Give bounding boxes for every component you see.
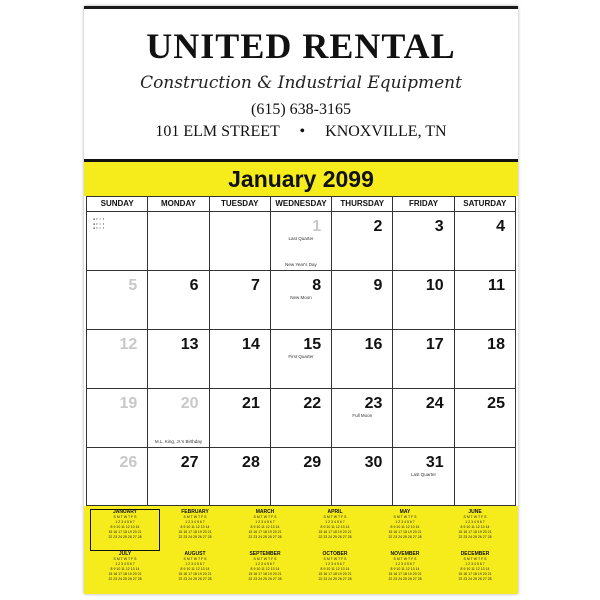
month-title-band (84, 162, 518, 196)
weekday-header-row (87, 197, 515, 212)
advertiser-header (84, 9, 518, 159)
week-row (87, 212, 515, 271)
day-number: 9 (373, 277, 383, 294)
holiday-note: New Year's Day (285, 262, 317, 267)
mini-month-name: JANUARY (113, 509, 137, 515)
day-number: 2 (373, 218, 383, 235)
holiday-note: M.L. King, Jr.'s Birthday (154, 439, 202, 444)
mini-month-name: JULY (118, 551, 132, 557)
weekday-label: FRIDAY (393, 197, 454, 211)
week-row (87, 271, 515, 330)
mini-month: MARCH S M T W T F S 1 2 3 4 5 6 7 8 9 10 11 12 13 14 15 16 17 18 19 20 21 22 23 24 25 26 27 28 (230, 509, 300, 551)
day-cell (455, 330, 515, 388)
mini-month-name: AUGUST (184, 551, 206, 557)
day-number: 31 (425, 454, 444, 471)
day-cell (210, 330, 271, 388)
week-row (87, 448, 515, 506)
day-cell (87, 330, 148, 388)
mini-month-name: MAY (399, 509, 411, 515)
day-number: 3 (434, 218, 444, 235)
weekday-label: TUESDAY (210, 197, 271, 211)
day-cell (87, 389, 148, 447)
mini-month: OCTOBER S M T W T F S 1 2 3 4 5 6 7 8 9 10 11 12 13 14 15 16 17 18 19 20 21 22 23 24 25 26 27 28 (300, 551, 370, 593)
day-cell (332, 448, 393, 506)
city-state: KNOXVILLE, TN (325, 123, 447, 140)
mini-month: SEPTEMBER S M T W T F S 1 2 3 4 5 6 7 8 9 10 11 12 13 14 15 16 17 18 19 20 21 22 23 24 25 26 27 28 (230, 551, 300, 593)
mini-month-name: JUNE (468, 509, 482, 515)
day-cell (393, 448, 454, 506)
day-number: 14 (242, 336, 260, 353)
day-cell (87, 271, 148, 329)
mini-month: FEBRUARY S M T W T F S 1 2 3 4 5 6 7 8 9 10 11 12 13 14 15 16 17 18 19 20 21 22 23 24 25 26 27 28 (160, 509, 230, 551)
mini-month-name: OCTOBER (322, 551, 348, 557)
yearly-mini-calendars (84, 506, 518, 594)
day-number: 28 (242, 454, 260, 471)
day-cell (455, 212, 515, 270)
day-number: 20 (180, 395, 199, 412)
day-cell (210, 389, 271, 447)
day-cell (148, 271, 209, 329)
day-cell (210, 448, 271, 506)
week-row (87, 389, 515, 448)
day-number: 15 (303, 336, 322, 353)
day-number: 23 (364, 395, 383, 412)
company-address (84, 123, 518, 141)
day-cell (271, 271, 332, 329)
day-cell (87, 448, 148, 506)
day-cell (271, 389, 332, 447)
week-row (87, 330, 515, 389)
day-number: 10 (425, 277, 444, 294)
company-tagline: Construction & Industrial Equipment (140, 73, 462, 93)
day-cell (455, 389, 515, 447)
day-cell (393, 212, 454, 270)
day-number: 16 (364, 336, 383, 353)
day-cell (332, 330, 393, 388)
weekday-label: MONDAY (148, 197, 209, 211)
day-number: 13 (180, 336, 199, 353)
mini-month: AUGUST S M T W T F S 1 2 3 4 5 6 7 8 9 10 11 12 13 14 15 16 17 18 19 20 21 22 23 24 25 26 27 28 (160, 551, 230, 593)
mini-month: NOVEMBER S M T W T F S 1 2 3 4 5 6 7 8 9 10 11 12 13 14 15 16 17 18 19 20 21 22 23 24 25 26 27 28 (370, 551, 440, 593)
mini-month: JULY S M T W T F S 1 2 3 4 5 6 7 8 9 10 11 12 13 14 15 16 17 18 19 20 21 22 23 24 25 26 27 28 (90, 551, 160, 593)
day-number: 25 (487, 395, 505, 412)
moon-phase-legend: ● ◐ ○ ◑ ● ◐ ○ ◑ ● ◐ ○ ◑ (93, 217, 105, 230)
day-cell (393, 330, 454, 388)
day-number: 18 (487, 336, 505, 353)
day-cell (393, 271, 454, 329)
weekday-label: THURSDAY (332, 197, 393, 211)
day-number: 27 (180, 454, 199, 471)
day-number: 12 (119, 336, 138, 353)
day-number: 11 (488, 277, 505, 294)
mini-month: DECEMBER S M T W T F S 1 2 3 4 5 6 7 8 9 10 11 12 13 14 15 16 17 18 19 20 21 22 23 24 25 26 27 28 (440, 551, 510, 593)
day-number: 4 (496, 218, 505, 235)
mini-month: APRIL S M T W T F S 1 2 3 4 5 6 7 8 9 10 11 12 13 14 15 16 17 18 19 20 21 22 23 24 25 26 27 28 (300, 509, 370, 551)
moon-note: New Moon (290, 295, 312, 300)
moon-note: First Quarter (288, 354, 314, 359)
mini-month-name: MARCH (255, 509, 275, 515)
day-number: 1 (312, 218, 322, 235)
moon-note: Last Quarter (288, 236, 314, 241)
day-cell (148, 389, 209, 447)
mini-month: JUNE S M T W T F S 1 2 3 4 5 6 7 8 9 10 11 12 13 14 15 16 17 18 19 20 21 22 23 24 25 26 27 28 (440, 509, 510, 551)
day-cell (210, 271, 271, 329)
day-number: 17 (425, 336, 444, 353)
mini-month-name: SEPTEMBER (249, 551, 281, 557)
day-cell (455, 448, 515, 506)
moon-note: Full Moon (352, 413, 373, 418)
day-number: 6 (189, 277, 199, 294)
mini-month-name: APRIL (327, 509, 343, 515)
company-phone: (615) 638-3165 (251, 101, 351, 118)
day-cell (148, 212, 209, 270)
weekday-label: SUNDAY (87, 197, 148, 211)
mini-month-name: FEBRUARY (181, 509, 209, 515)
weeks-container (87, 212, 515, 506)
day-cell (271, 448, 332, 506)
street-address: 101 ELM STREET (155, 123, 280, 140)
mini-month-name: NOVEMBER (390, 551, 420, 557)
day-number: 5 (128, 277, 138, 294)
day-number: 24 (425, 395, 444, 412)
address-separator: • (299, 123, 306, 140)
day-number: 29 (303, 454, 322, 471)
day-cell (148, 448, 209, 506)
day-cell (271, 330, 332, 388)
day-cell (210, 212, 271, 270)
calendar-sheet (84, 6, 518, 594)
day-cell (87, 212, 148, 270)
weekday-label: SATURDAY (463, 199, 507, 208)
day-cell (332, 389, 393, 447)
moon-note: Last Quarter (411, 472, 437, 477)
day-cell (332, 271, 393, 329)
day-cell (332, 212, 393, 270)
mini-month-name: DECEMBER (460, 551, 490, 557)
day-number: 26 (119, 454, 138, 471)
mini-month: MAY S M T W T F S 1 2 3 4 5 6 7 8 9 10 11 12 13 14 15 16 17 18 19 20 21 22 23 24 25 26 27 28 (370, 509, 440, 551)
day-number: 7 (250, 277, 260, 294)
month-grid (86, 196, 516, 506)
day-cell (393, 389, 454, 447)
company-name: UNITED RENTAL (146, 26, 456, 66)
day-cell (271, 212, 332, 270)
day-number: 21 (242, 395, 260, 412)
mini-month: JANUARY S M T W T F S 1 2 3 4 5 6 7 8 9 10 11 12 13 14 15 16 17 18 19 20 21 22 23 24 25 26 27 28 (90, 509, 160, 551)
weekday-label: WEDNESDAY (271, 197, 332, 211)
day-cell (455, 271, 515, 329)
day-number: 8 (312, 277, 322, 294)
day-number: 30 (364, 454, 383, 471)
month-title: January 2099 (228, 166, 374, 192)
day-number: 19 (119, 395, 138, 412)
day-number: 22 (303, 395, 322, 412)
day-cell (148, 330, 209, 388)
